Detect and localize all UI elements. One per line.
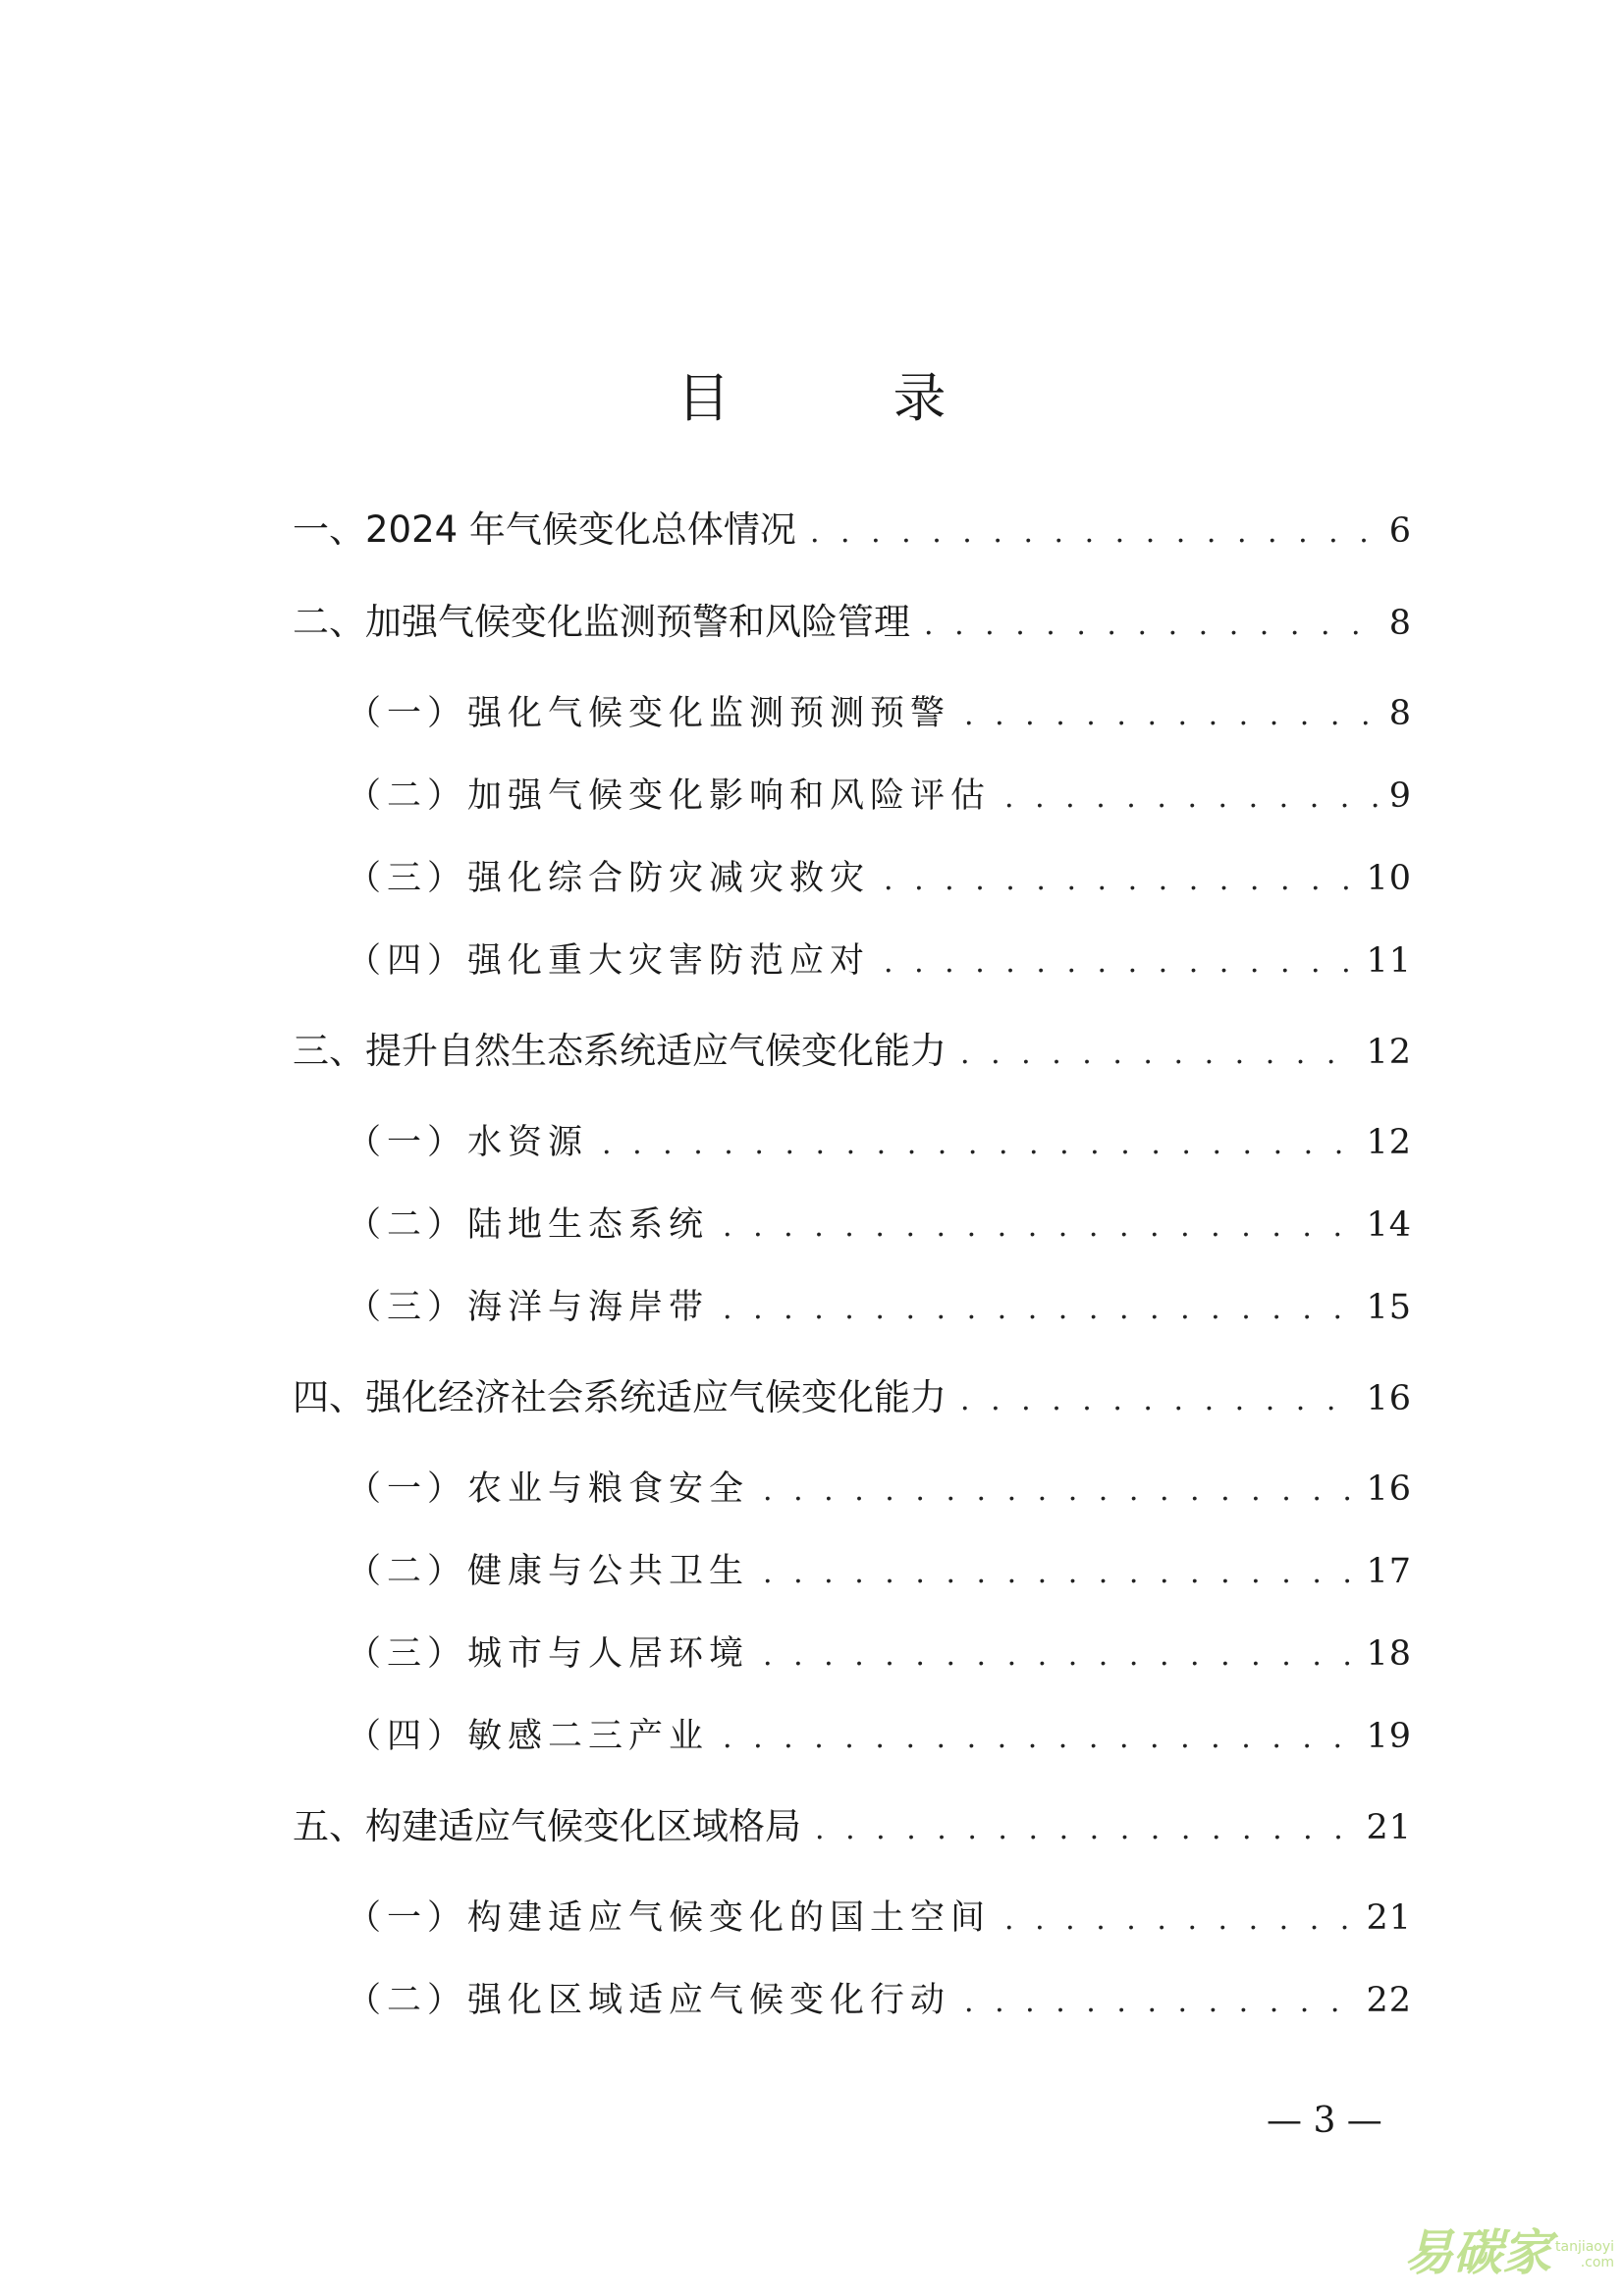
toc-leader-dots (960, 1371, 1358, 1430)
toc-leader-dots (960, 1025, 1358, 1084)
toc-leader-dots (763, 1462, 1358, 1521)
toc-entry-page: 21 (1366, 1898, 1412, 1938)
toc-entry-label: （一）水资源 (347, 1123, 589, 1162)
toc-leader-dots (1004, 769, 1381, 828)
toc-leader-dots (884, 934, 1358, 992)
toc-entry-page: 8 (1388, 604, 1412, 643)
toc-entry[interactable] (347, 1460, 1412, 1519)
toc-entry[interactable] (347, 1707, 1412, 1766)
toc-entry-label: 五、构建适应气候变化区域格局 (293, 1805, 801, 1847)
toc-leader-dots (723, 1280, 1358, 1339)
toc-leader-dots (723, 1198, 1358, 1256)
toc-entry[interactable] (293, 1368, 1412, 1427)
toc-entry[interactable] (347, 1625, 1412, 1683)
toc-entry-label: （四）强化重大灾害防范应对 (347, 941, 871, 981)
toc-entry-page: 14 (1366, 1205, 1412, 1245)
toc-leader-dots (964, 1973, 1358, 2032)
watermark-domain-name: tanjiaoyi (1555, 2239, 1615, 2255)
toc-entry-page: 12 (1366, 1033, 1412, 1072)
toc-entry-label: （二）加强气候变化影响和风险评估 (347, 776, 992, 816)
toc-entry-label: 四、强化经济社会系统适应气候变化能力 (293, 1376, 947, 1418)
toc-leader-dots (924, 596, 1381, 655)
toc-entry-label: （二）陆地生态系统 (347, 1205, 710, 1245)
toc-entry-label: （三）强化综合防灾减灾救灾 (347, 859, 871, 898)
toc-leader-dots (1004, 1891, 1358, 1949)
page-title: 目 录 (676, 367, 1001, 430)
toc-leader-dots (763, 1544, 1358, 1603)
toc-leader-dots (602, 1115, 1358, 1174)
toc-entry[interactable] (347, 1113, 1412, 1172)
toc-entry-page: 15 (1366, 1288, 1412, 1327)
toc-leader-dots (810, 504, 1381, 562)
toc-entry-label: 二、加强气候变化监测预警和风险管理 (293, 601, 910, 643)
toc-entry[interactable] (347, 767, 1412, 826)
toc-leader-dots (723, 1709, 1358, 1768)
toc-entry[interactable] (293, 501, 1412, 560)
watermark-domain-suffix: .com (1580, 2255, 1615, 2270)
page-number: — 3 — (1267, 2101, 1382, 2141)
toc-entry-page: 11 (1366, 941, 1412, 981)
toc-entry-label: （一）强化气候变化监测预测预警 (347, 694, 951, 733)
toc-entry[interactable] (347, 1278, 1412, 1337)
toc-entry-label: （三）城市与人居环境 (347, 1634, 750, 1674)
watermark-text: 易碳家 (1404, 2224, 1551, 2281)
toc-entry-page: 22 (1366, 1981, 1412, 2020)
toc-entry[interactable] (293, 1022, 1412, 1081)
toc-leader-dots (884, 851, 1358, 910)
toc-entry-page: 9 (1388, 776, 1412, 816)
toc-entry-page: 21 (1366, 1808, 1412, 1847)
toc-entry-label: 一、2024 年气候变化总体情况 (293, 508, 796, 551)
toc-entry-page: 6 (1388, 511, 1412, 551)
toc-entry-page: 18 (1366, 1634, 1412, 1674)
toc-entry-label: （四）敏感二三产业 (347, 1717, 710, 1756)
toc-entry[interactable] (293, 593, 1412, 652)
toc-leader-dots (763, 1627, 1358, 1685)
toc-entry-label: （一）农业与粮食安全 (347, 1469, 750, 1509)
toc-entry[interactable] (347, 849, 1412, 908)
toc-entry-label: （三）海洋与海岸带 (347, 1288, 710, 1327)
toc-entry-page: 17 (1366, 1552, 1412, 1591)
toc-entry-page: 12 (1366, 1123, 1412, 1162)
toc-leader-dots (815, 1800, 1358, 1859)
toc-entry-label: （一）构建适应气候变化的国土空间 (347, 1898, 992, 1938)
watermark-domain (1555, 2239, 1614, 2270)
toc-entry[interactable] (347, 932, 1412, 990)
toc-entry-page: 19 (1366, 1717, 1412, 1756)
toc-entry-page: 8 (1388, 694, 1412, 733)
toc-entry-page: 16 (1366, 1469, 1412, 1509)
toc-leader-dots (964, 686, 1381, 745)
toc-entry-page: 16 (1366, 1379, 1412, 1418)
toc-entry[interactable] (293, 1797, 1412, 1856)
toc-entry-page: 10 (1366, 859, 1412, 898)
toc-entry[interactable] (347, 1971, 1412, 2030)
toc-entry-label: （二）健康与公共卫生 (347, 1552, 750, 1591)
toc-entry[interactable] (347, 1889, 1412, 1948)
toc-entry[interactable] (347, 1542, 1412, 1601)
toc-entry-label: 三、提升自然生态系统适应气候变化能力 (293, 1030, 947, 1072)
toc-entry[interactable] (347, 1196, 1412, 1255)
toc-entry-label: （二）强化区域适应气候变化行动 (347, 1981, 951, 2020)
toc-entry[interactable] (347, 684, 1412, 743)
watermark-logo (1404, 2214, 1614, 2284)
